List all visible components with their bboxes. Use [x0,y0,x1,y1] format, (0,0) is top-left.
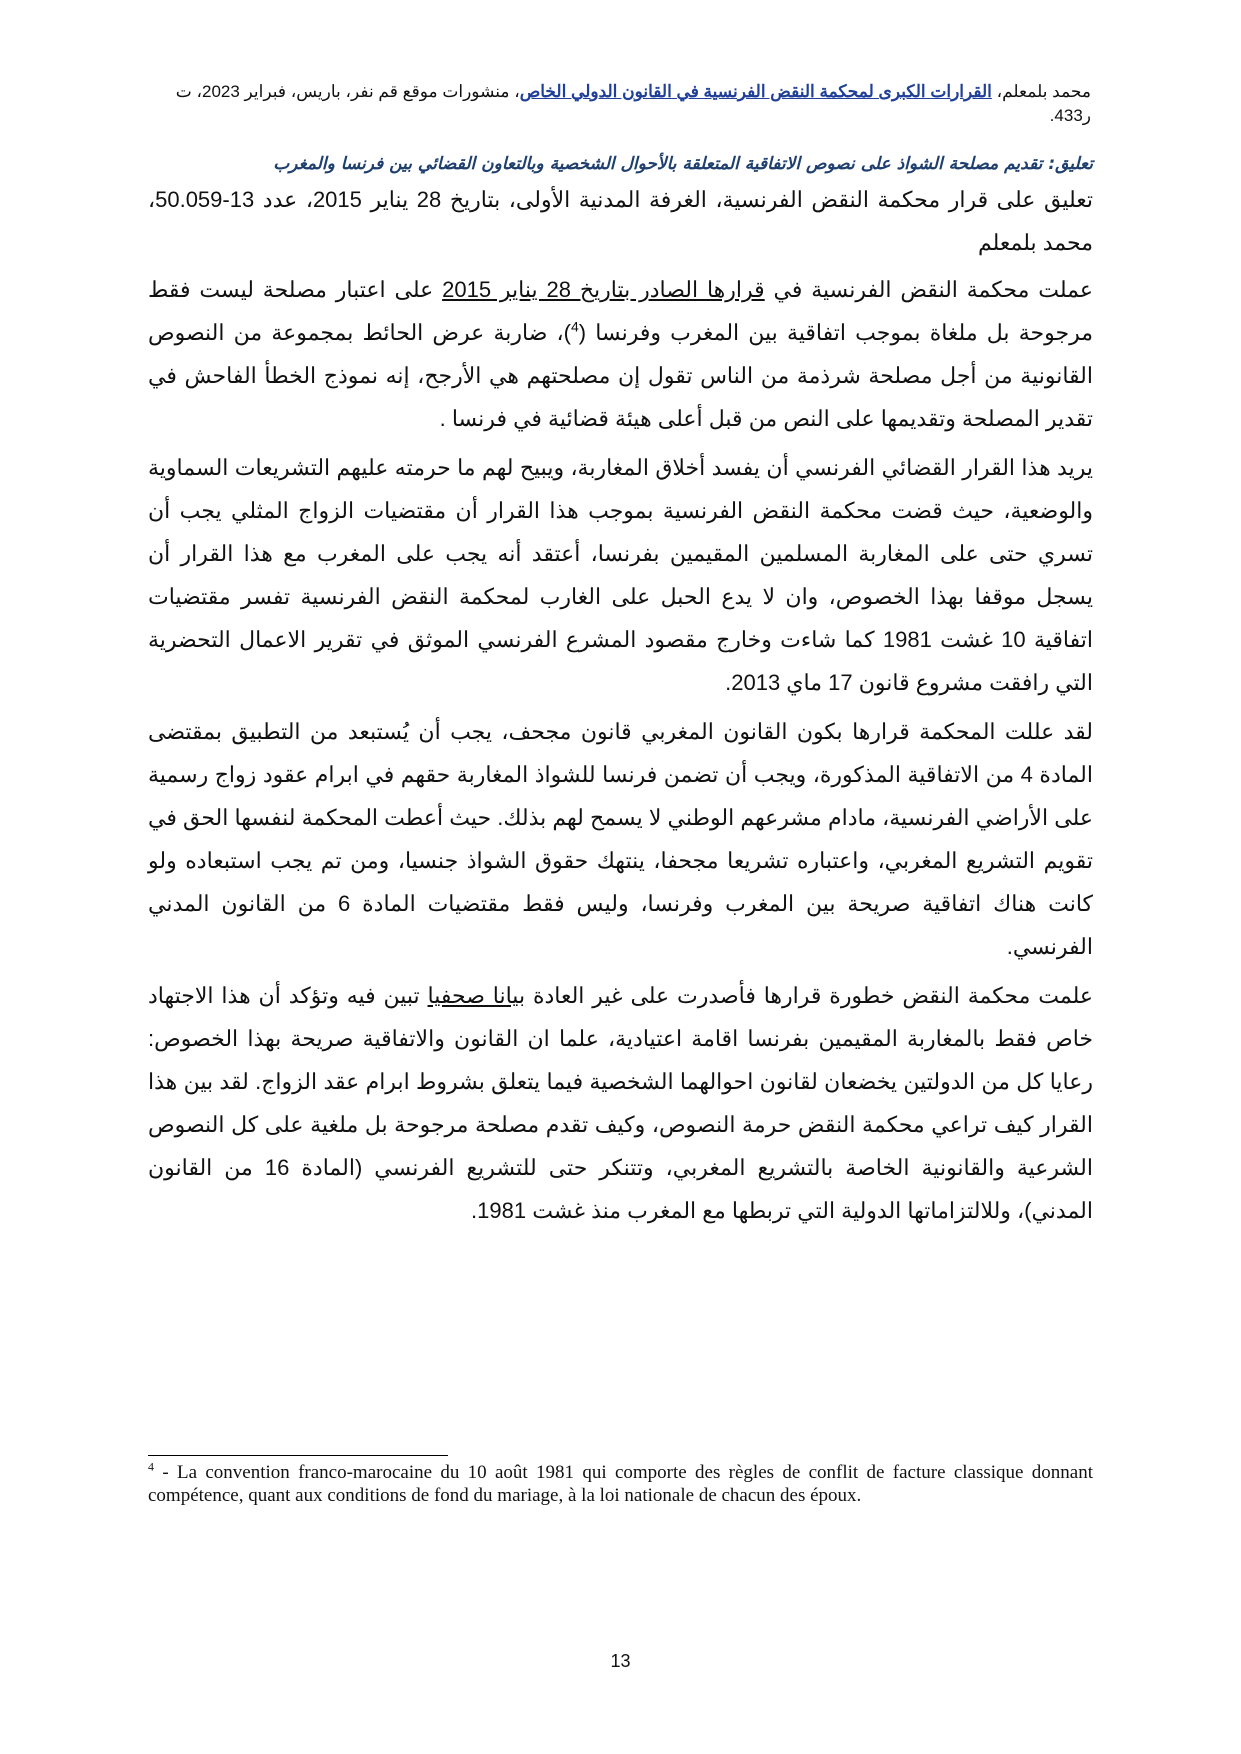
header-book-title: القرارات الكبرى لمحكمة النقض الفرنسية في القانون الدولي الخاص [519,82,992,101]
paragraph-4 [148,974,1093,1232]
footnote-text: - La convention franco-marocaine du 10 août 1981 qui comporte des règles de conflit de facture classique donnant compétence, quant aux conditions de fond du mariage, à la loi nationale de chacun des époux. [148,1462,1093,1506]
paragraph-3: لقد عللت المحكمة قرارها بكون القانون المغربي قانون مجحف، يجب أن يُستبعد من التطبيق بمقتضى المادة 4 من الاتفاقية المذكورة، ويجب أن تضمن فرنسا للشواذ المغاربة حقهم في ابرام عقود زواج رسمية على الأراضي الفرنسية، مادام مشرعهم الوطني لا يسمح لهم بذلك. حيث أعطت المحكمة لنفسها الحق في تقويم التشريع المغربي، واعتباره تشريعا مجحفا، ينتهك حقوق الشواذ جنسيا، ومن تم يجب استبعاده ولو كانت هناك اتفاقية صريحة بين المغرب وفرنسا، وليس فقط مقتضيات المادة 6 من القانون المدني الفرنسي. [148,719,1094,959]
header-publication: ، منشورات موقع قم نفر، باريس، فبراير 2023، ت ر433. [175,82,1091,125]
ruling-link[interactable]: قرارها الصادر بتاريخ 28 يناير 2015 [442,277,765,302]
main-text [148,150,1093,1238]
page-number: 13 [610,1651,631,1671]
header-author: محمد بلمعلم، [991,82,1091,101]
paragraph-1 [148,268,1093,440]
paragraph-1-text-a: عملت محكمة النقض الفرنسية في [764,277,1093,302]
footnote-number: 4 [148,1459,154,1474]
paragraph-4-text-a: علمت محكمة النقض خطورة قرارها فأصدرت على غير العادة [525,983,1093,1008]
paragraph-4-text-b: تبين فيه وتؤكد أن هذا الاجتهاد خاص فقط بالمغاربة المقيمين بفرنسا اقامة اعتيادية، علما ان القانون والاتفاقية صريحة بهذا الخصوص: رعايا كل من الدولتين يخضعان لقانون احوالهما الشخصية فيما يتعلق بشروط ابرام عقد الزواج. لقد بين هذا القرار كيف تراعي محكمة النقض حرمة النصوص، وكيف تقدم مصلحة مرجوحة بل ملغية على كل النصوص الشرعية والقانونية الخاصة بالتشريع المغربي، وتتنكر حتى للتشريع الفرنسي (المادة 16 من القانون المدني)، وللالتزاماتها الدولية التي تربطها مع المغرب منذ غشت 1981. [148,983,1093,1223]
commentary-title: تعليق: تقديم مصلحة الشواذ على نصوص الاتفاقية المتعلقة بالأحوال الشخصية وبالتعاون القضائي بين فرنسا والمغرب [273,154,1093,174]
paragraph-2: يريد هذا القرار القضائي الفرنسي أن يفسد أخلاق المغاربة، ويبيح لهم ما حرمته عليهم التشريعات السماوية والوضعية، حيث قضت محكمة النقض الفرنسية بموجب هذا القرار أن مقتضيات الزواج المثلي يجب أن تسري حتى على المغاربة المسلمين المقيمين بفرنسا، أعتقد أنه يجب على المغرب مع هذا القرار أن يسجل موقفا بهذا الخصوص، وان لا يدع الحبل على الغارب لمحكمة النقض الفرنسية تفسر مقتضيات اتفاقية 10 غشت 1981 كما شاءت وخارج مقصود المشرع الفرنسي الموثق في تقرير الاعمال التحضرية التي رافقت مشروع قانون 17 ماي 2013. [148,455,1093,695]
footnote-separator [148,1455,448,1456]
paragraph-1-text-b: على اعتبار مصلحة ليست فقط مرجوحة بل ملغاة بموجب اتفاقية بين المغرب وفرنسا ( [148,277,1093,345]
press-release-link[interactable]: بيانا صحفيا [427,983,526,1008]
footnote-reference[interactable]: 4 [570,318,579,335]
paragraph-1-text-c: )، ضاربة عرض الحائط بمجموعة من النصوص القانونية من أجل مصلحة شرذمة من الناس تقول إن مصلحتهم هي الأرجح، إنه نموذج الخطأ الفاحش في تقدير المصلحة وتقديمها على النص من قبل أعلى هيئة قضائية في فرنسا . [148,320,1093,431]
running-header [150,80,1091,128]
footnote [148,1461,1093,1507]
commentary-intro: تعليق على قرار محكمة النقض الفرنسية، الغرفة المدنية الأولى، بتاريخ 28 يناير 2015، عدد 13-50.059، محمد بلمعلم [148,187,1094,255]
